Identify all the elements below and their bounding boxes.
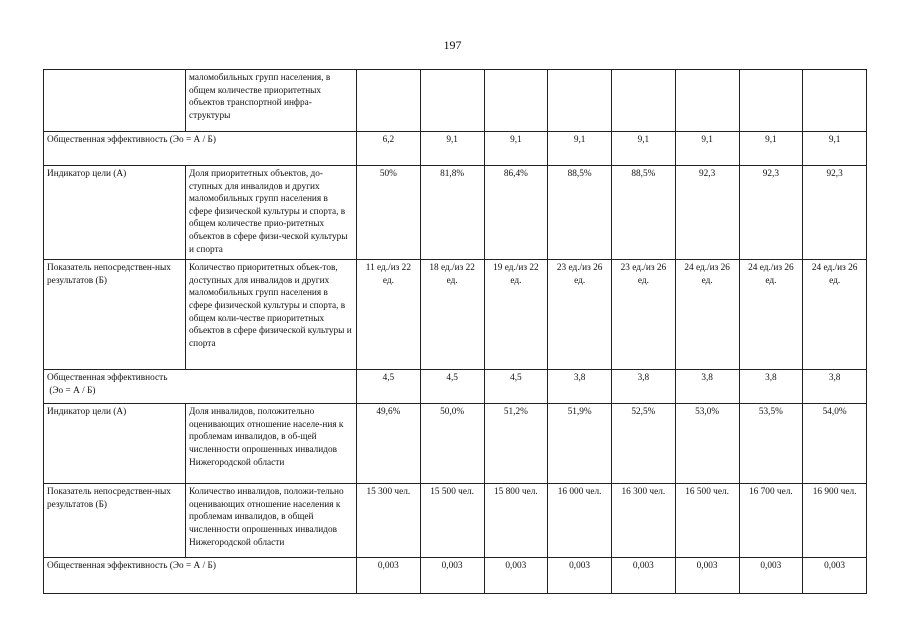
table-body	[44, 70, 867, 594]
value-cell: 16 900 чел.	[803, 484, 867, 558]
value-cell	[739, 70, 803, 132]
value-cell: 3,8	[803, 370, 867, 404]
efficiency-label: Общественная эффективность (Эо = А / Б)	[44, 558, 357, 594]
indicator-description: маломобильных групп населения, в общем количестве приоритетных объектов транспортной инфра-структуры	[186, 70, 357, 132]
table-row	[44, 70, 867, 132]
value-cell	[803, 70, 867, 132]
indicator-label: Индикатор цели (А)	[44, 404, 186, 484]
value-cell: 16 000 чел.	[548, 484, 612, 558]
value-cell: 0,003	[484, 558, 548, 594]
indicator-description: Количество инвалидов, положи-тельно оценивающих отношение населения к проблемам инвалидов, в общей численности опрошенных инвалидов Нижегородской области	[186, 484, 357, 558]
value-cell: 53,0%	[675, 404, 739, 484]
indicator-label: Индикатор цели (А)	[44, 166, 186, 260]
page-number: 197	[443, 38, 462, 52]
value-cell: 9,1	[420, 132, 484, 166]
value-cell: 9,1	[484, 132, 548, 166]
table-row	[44, 558, 867, 594]
value-cell: 4,5	[357, 370, 421, 404]
value-cell: 92,3	[675, 166, 739, 260]
efficiency-label	[44, 370, 357, 404]
value-cell: 54,0%	[803, 404, 867, 484]
value-cell	[612, 70, 676, 132]
value-cell: 23 ед./из 26 ед.	[548, 260, 612, 370]
efficiency-label-formula: (Эо = А / Б)	[47, 385, 96, 396]
value-cell	[357, 70, 421, 132]
value-cell: 9,1	[675, 132, 739, 166]
value-cell: 15 500 чел.	[420, 484, 484, 558]
indicator-label	[44, 70, 186, 132]
value-cell: 86,4%	[484, 166, 548, 260]
value-cell: 50%	[357, 166, 421, 260]
value-cell: 3,8	[739, 370, 803, 404]
efficiency-label: Общественная эффективность (Эо = А / Б)	[44, 132, 357, 166]
table-row	[44, 484, 867, 558]
efficiency-label-head: Общественная эффективность	[47, 373, 168, 384]
value-cell: 18 ед./из 22 ед.	[420, 260, 484, 370]
value-cell	[484, 70, 548, 132]
value-cell: 9,1	[548, 132, 612, 166]
value-cell: 23 ед./из 26 ед.	[612, 260, 676, 370]
value-cell: 81,8%	[420, 166, 484, 260]
table-row	[44, 166, 867, 260]
value-cell: 9,1	[739, 132, 803, 166]
value-cell: 0,003	[739, 558, 803, 594]
value-cell: 0,003	[612, 558, 676, 594]
indicator-label: Показатель непосредствен-ных результатов (Б)	[44, 484, 186, 558]
table-row	[44, 260, 867, 370]
indicators-table	[43, 69, 867, 594]
value-cell: 24 ед./из 26 ед.	[675, 260, 739, 370]
value-cell: 92,3	[803, 166, 867, 260]
indicator-label: Показатель непосредствен-ных результатов (Б)	[44, 260, 186, 370]
value-cell: 51,9%	[548, 404, 612, 484]
value-cell: 3,8	[612, 370, 676, 404]
value-cell: 16 300 чел.	[612, 484, 676, 558]
value-cell: 49,6%	[357, 404, 421, 484]
indicator-description: Доля инвалидов, положительно оценивающих отношение населе-ния к проблемам инвалидов, в об-щей численности опрошенных инвалидов Нижегородской области	[186, 404, 357, 484]
value-cell: 9,1	[612, 132, 676, 166]
value-cell: 15 300 чел.	[357, 484, 421, 558]
table-row	[44, 132, 867, 166]
value-cell: 16 700 чел.	[739, 484, 803, 558]
value-cell: 52,5%	[612, 404, 676, 484]
value-cell: 9,1	[803, 132, 867, 166]
value-cell: 24 ед./из 26 ед.	[803, 260, 867, 370]
value-cell: 3,8	[675, 370, 739, 404]
value-cell: 0,003	[803, 558, 867, 594]
value-cell: 53,5%	[739, 404, 803, 484]
value-cell: 88,5%	[548, 166, 612, 260]
value-cell: 3,8	[548, 370, 612, 404]
value-cell: 4,5	[420, 370, 484, 404]
indicator-description: Доля приоритетных объектов, до-ступных для инвалидов и других маломобильных групп населения в сфере физической культуры и спорта, в общем количестве прио-ритетных объектов в сфере физи-ческой культуры и спорта	[186, 166, 357, 260]
value-cell: 0,003	[548, 558, 612, 594]
value-cell: 50,0%	[420, 404, 484, 484]
value-cell: 92,3	[739, 166, 803, 260]
table-row	[44, 370, 867, 404]
value-cell: 24 ед./из 26 ед.	[739, 260, 803, 370]
value-cell: 51,2%	[484, 404, 548, 484]
value-cell: 0,003	[420, 558, 484, 594]
value-cell: 88,5%	[612, 166, 676, 260]
table-row	[44, 404, 867, 484]
value-cell	[420, 70, 484, 132]
value-cell	[675, 70, 739, 132]
value-cell: 15 800 чел.	[484, 484, 548, 558]
value-cell: 4,5	[484, 370, 548, 404]
value-cell: 16 500 чел.	[675, 484, 739, 558]
value-cell: 11 ед./из 22 ед.	[357, 260, 421, 370]
value-cell	[548, 70, 612, 132]
value-cell: 0,003	[357, 558, 421, 594]
value-cell: 6,2	[357, 132, 421, 166]
indicator-description: Количество приоритетных объек-тов, доступных для инвалидов и других маломобильных групп населения в сфере физической культуры и спорта, в общем коли-честве приоритетных объектов в сфере физической культуры и спорта	[186, 260, 357, 370]
value-cell: 0,003	[675, 558, 739, 594]
value-cell: 19 ед./из 22 ед.	[484, 260, 548, 370]
